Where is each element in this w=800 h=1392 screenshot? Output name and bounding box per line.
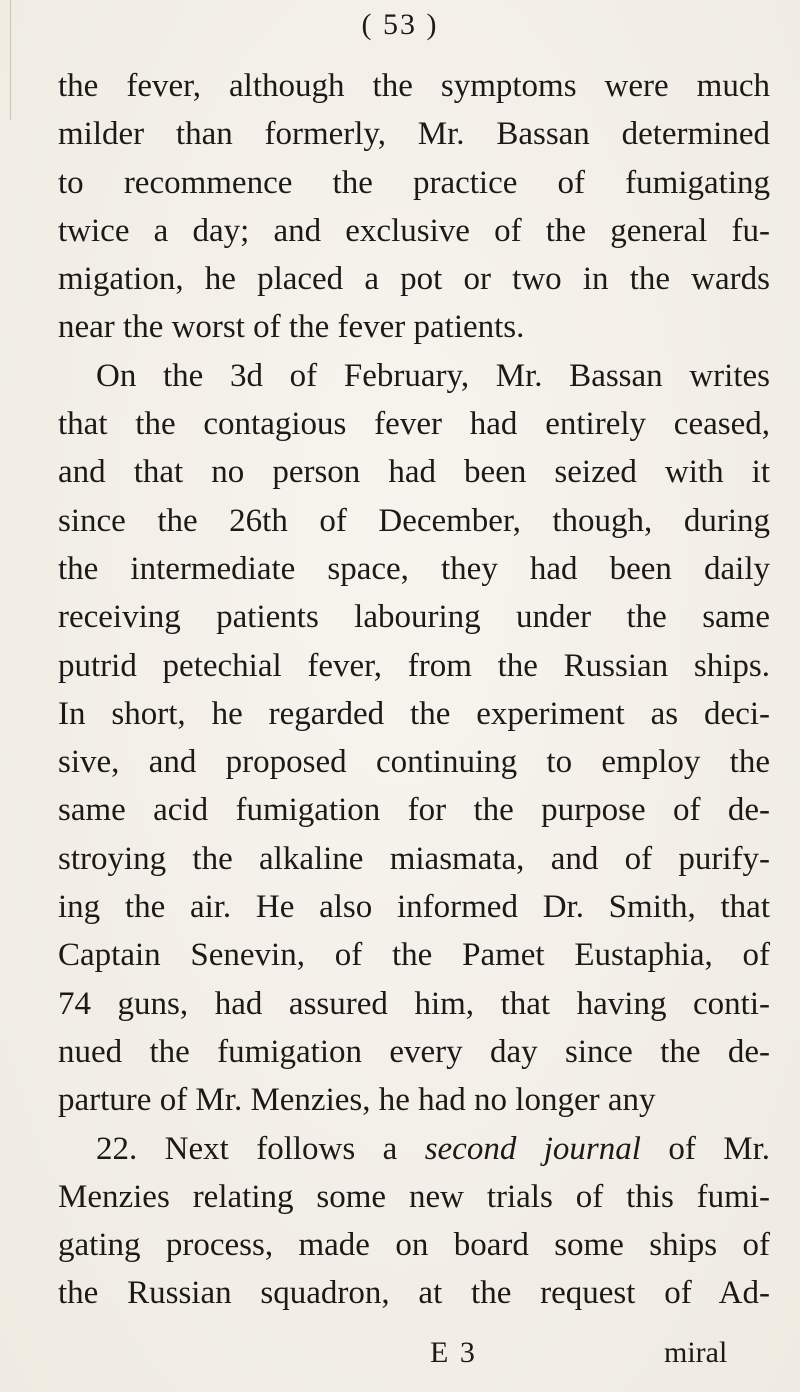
text-line: Captain Senevin, of the Pamet Eustaphia, of [58,937,770,974]
text-line: In short, he regarded the experiment as deci- [58,695,770,732]
text-line: ing the air. He also informed Dr. Smith, that [58,889,770,926]
text-line: same acid fumigation for the purpose of de- [58,792,770,829]
text-line: and that no person had been seized with it [58,454,770,491]
catchword: miral [664,1336,728,1369]
text-line: that the contagious fever had entirely ceased, [58,406,770,443]
text-line: milder than formerly, Mr. Bassan determined [58,116,770,153]
text-line: to recommence the practice of fumigating [58,164,770,201]
text-line: stroying the alkaline miasmata, and of purify- [58,840,770,877]
text-line: parture of Mr. Menzies, he had no longer any [58,1082,656,1119]
text-line: 74 guns, had assured him, that having conti- [58,985,770,1022]
text-line: Menzies relating some new trials of this fumi- [58,1178,770,1215]
text-line: migation, he placed a pot or two in the wards [58,261,770,298]
text-line: receiving patients labouring under the same [58,599,770,636]
text-line: On the 3d of February, Mr. Bassan writes [96,357,770,394]
text-line [58,1125,770,1173]
text-line: the fever, although the symptoms were much [58,68,770,104]
text-line: nued the fumigation every day since the de- [58,1033,770,1070]
body-text [58,62,770,1318]
text-line: the Russian squadron, at the request of Ad- [58,1275,770,1312]
page-footer [0,1336,800,1380]
text-line: putrid petechial fever, from the Russian ships. [58,647,770,684]
text-line: the intermediate space, they had been daily [58,550,770,587]
text-line: gating process, made on board some ships of [58,1227,770,1264]
text-line: near the worst of the fever patients. [58,309,525,346]
text-run: of Mr. [640,1130,770,1167]
text-line: since the 26th of December, though, during [58,502,770,539]
signature-mark: E 3 [430,1336,477,1369]
page-number: ( 53 ) [361,8,439,41]
italic-run: second journal [424,1130,641,1167]
text-run: 22. Next follows a [96,1130,425,1167]
text-line: sive, and proposed continuing to employ the [58,744,770,781]
text-line: twice a day; and exclusive of the general fu- [58,212,770,249]
